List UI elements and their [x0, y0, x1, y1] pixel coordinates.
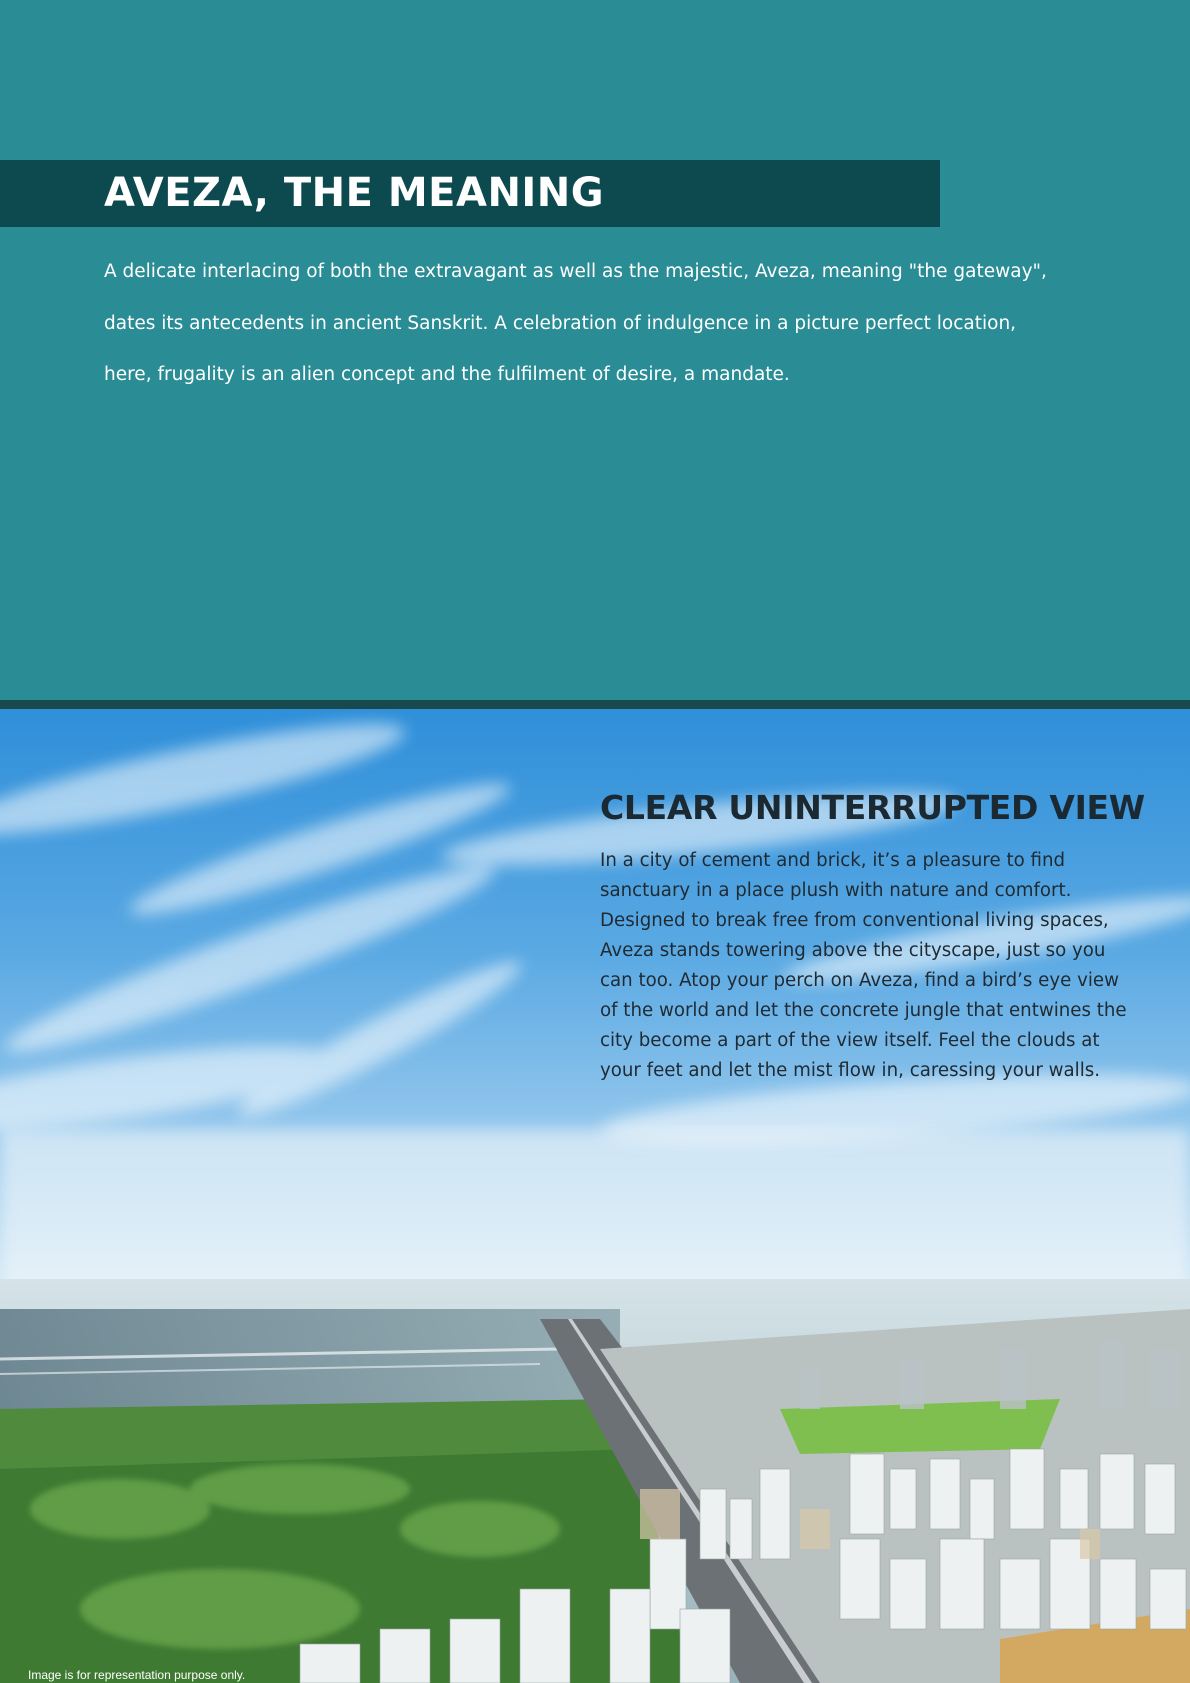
view-paragraph-line: city become a part of the view itself. Feel the clouds at [600, 1030, 1100, 1051]
view-paragraph-line: of the world and let the concrete jungle that entwines the [600, 1000, 1127, 1021]
view-paragraph [600, 846, 1140, 1086]
view-paragraph-line: Designed to break free from conventional living spaces, [600, 910, 1109, 931]
intro-paragraph-line: A delicate interlacing of both the extravagant as well as the majestic, Aveza, meaning "the gateway", [104, 261, 1047, 282]
view-section-title: CLEAR UNINTERRUPTED VIEW [600, 788, 1145, 827]
intro-paragraph [104, 262, 1104, 417]
view-paragraph-line: Aveza stands towering above the cityscape, just so you [600, 940, 1106, 961]
view-paragraph-line: sanctuary in a place plush with nature and comfort. [600, 880, 1072, 901]
view-paragraph-line: can too. Atop your perch on Aveza, find a bird’s eye view [600, 970, 1119, 991]
intro-paragraph-line: here, frugality is an alien concept and the fulfilment of desire, a mandate. [104, 364, 790, 385]
view-paragraph-line: your feet and let the mist flow in, caressing your walls. [600, 1060, 1101, 1081]
section-divider [0, 700, 1190, 709]
intro-paragraph-line: dates its antecedents in ancient Sanskrit. A celebration of indulgence in a picture perfect location, [104, 312, 1017, 334]
section-title: AVEZA, THE MEANING [104, 170, 605, 216]
disclaimer-text: Image is for representation purpose only. [28, 1668, 246, 1682]
view-paragraph-line: In a city of cement and brick, it’s a pleasure to find [600, 850, 1066, 871]
